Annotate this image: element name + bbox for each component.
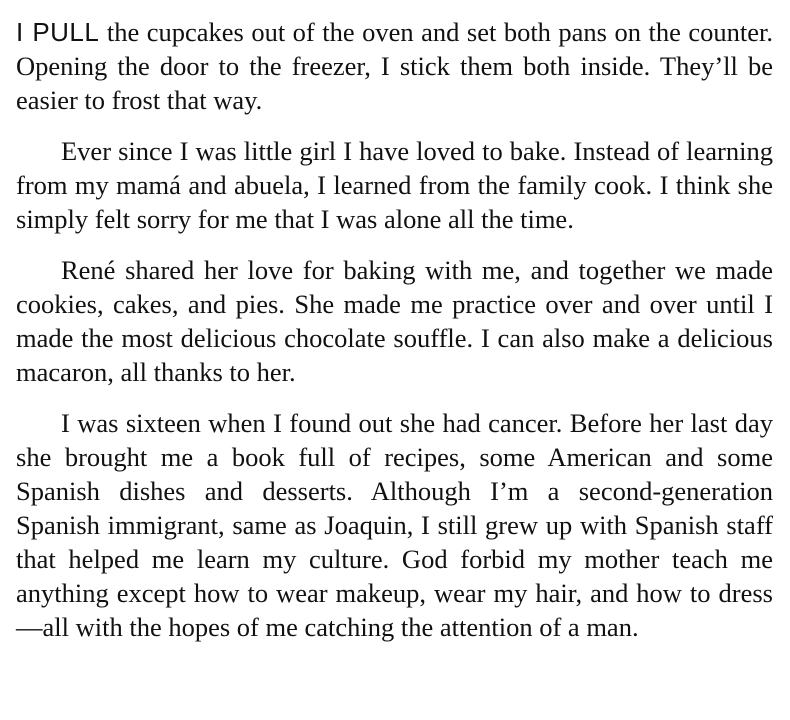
paragraph-4: I was sixteen when I found out she had cancer. Before her last day she brought me a book full of recipes, some American and some Spanish dishes and desserts. Although I’m a second-generation Spanish immigrant, same as Joaquin, I still grew up with Spanish staff that helped me learn my culture. God forbid my mother teach me anything except how to wear makeup, wear my hair, and how to dress—all with the hopes of me catching the attention of a man. (16, 408, 773, 642)
paragraph-3: René shared her love for baking with me, and together we made cookies, cakes, and pies. She made me practice over and over until I made the most delicious chocolate souffle. I can also make a delicious macaron, all thanks to her. (16, 255, 773, 387)
paragraph-1-text: the cupcakes out of the oven and set both pans on the counter. Opening the door to the freezer, I stick them both inside. They’ll be easier to frost that way. (16, 17, 773, 115)
book-page (16, 15, 773, 644)
paragraph-1 (16, 15, 773, 117)
paragraph-2: Ever since I was little girl I have loved to bake. Instead of learning from my mamá and abuela, I learned from the family cook. I think she simply felt sorry for me that I was alone all the time. (16, 136, 773, 234)
chapter-lead-in: I PULL (16, 17, 100, 47)
